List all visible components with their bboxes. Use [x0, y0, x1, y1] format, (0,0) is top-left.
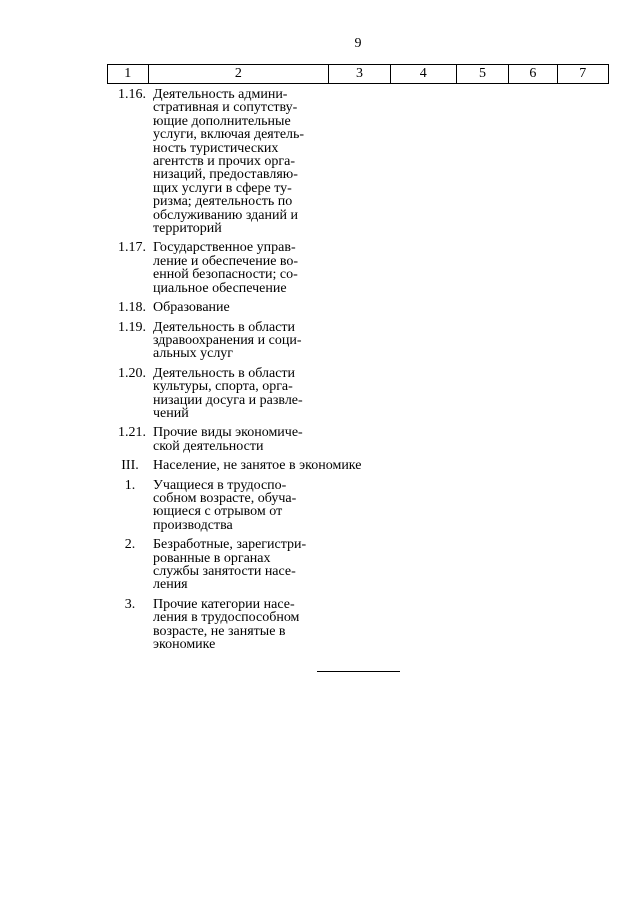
row-number: 1.21. — [118, 425, 146, 441]
row-number: 1. — [124, 477, 136, 493]
row-number: 1.16. — [118, 87, 146, 102]
table-row — [107, 459, 447, 472]
page-number: 9 — [354, 36, 362, 51]
table-row — [107, 241, 447, 295]
row-label: Население, не занятое в экономике — [153, 458, 362, 474]
column-header-7: 7 — [579, 66, 587, 81]
table-row — [107, 426, 447, 453]
row-label: Деятельность админи- стративная и сопутству- ющие дополнительные услуги, включая деятель- ность туристических агентств и прочих орга- низаций, предоставляю- щих услуги в сфере ту- ризма; деятельность по обслуживанию зданий и территорий — [153, 87, 305, 237]
column-header-4: 4 — [391, 65, 457, 83]
column-header-1: 1 — [108, 65, 149, 83]
row-number: 1.20. — [118, 365, 146, 381]
row-label: Прочие категории насе- ления в трудоспособном возрасте, не занятые в экономике — [153, 596, 300, 653]
table-row — [107, 88, 447, 235]
row-label: Образование — [153, 300, 230, 316]
row-number: 1.17. — [118, 240, 146, 256]
table-row — [107, 301, 447, 314]
row-label: Безработные, зарегистри- рованные в органах службы занятости насе- ления — [153, 537, 307, 593]
table-row — [107, 538, 447, 592]
row-label: Деятельность в области культуры, спорта, орга- низации досуга и развле- чений — [153, 365, 303, 421]
row-label: Деятельность в области здравоохранения и соци- альных услуг — [153, 319, 302, 362]
row-label: Учащиеся в трудоспо- собном возрасте, обуча- ющиеся с отрывом от производства — [153, 477, 297, 533]
column-header-2: 2 — [149, 65, 330, 83]
table-body — [107, 88, 447, 657]
end-separator-line — [317, 671, 400, 672]
row-number: 1.19. — [118, 319, 146, 335]
row-number: 2. — [124, 537, 136, 553]
column-header-6: 6 — [509, 65, 557, 83]
column-header-3: 3 — [329, 65, 390, 83]
table-row — [107, 321, 447, 361]
row-number: 1.18. — [118, 300, 146, 316]
row-number: III. — [121, 458, 139, 474]
column-number-header-row — [107, 64, 609, 84]
table-row — [107, 598, 447, 652]
row-label: Прочие виды экономиче- ской деятельности — [153, 425, 303, 454]
table-row — [107, 479, 447, 533]
row-label: Государственное управ- ление и обеспечение во- енной безопасности; со- циальное обеспечение — [153, 240, 299, 296]
row-number: 3. — [124, 596, 136, 612]
table-row — [107, 367, 447, 421]
column-header-5: 5 — [457, 65, 509, 83]
